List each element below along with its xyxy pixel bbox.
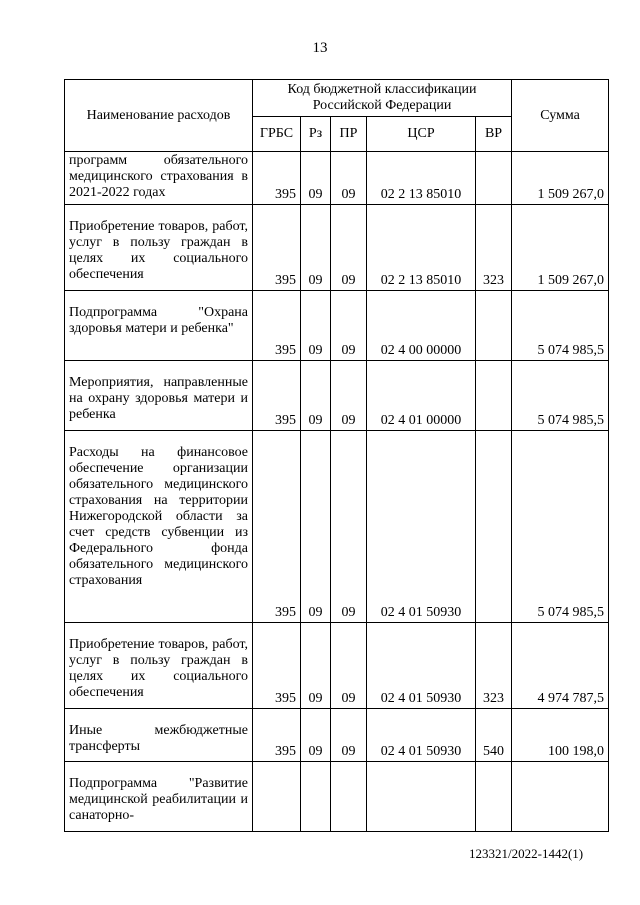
row-sum: 1 509 267,0 bbox=[512, 205, 609, 291]
row-name: Подпрограмма "Развитие медицинской реабилитации и санаторно- bbox=[65, 762, 253, 832]
row-sum: 5 074 985,5 bbox=[512, 361, 609, 431]
row-csr: 02 4 00 00000 bbox=[367, 291, 476, 361]
row-vr bbox=[476, 762, 512, 832]
row-grbs: 395 bbox=[253, 709, 301, 762]
row-sum: 1 509 267,0 bbox=[512, 152, 609, 205]
budget-table bbox=[64, 79, 609, 832]
table-row bbox=[65, 361, 609, 431]
row-name: Иные межбюджетные трансферты bbox=[65, 709, 253, 762]
row-name: Мероприятия, направленные на охрану здоровья матери и ребенка bbox=[65, 361, 253, 431]
row-pr: 09 bbox=[331, 709, 367, 762]
row-grbs: 395 bbox=[253, 623, 301, 709]
column-header-vr: ВР bbox=[476, 117, 512, 152]
column-header-pr: ПР bbox=[331, 117, 367, 152]
row-pr: 09 bbox=[331, 431, 367, 623]
row-grbs: 395 bbox=[253, 431, 301, 623]
table-row bbox=[65, 762, 609, 832]
row-rz: 09 bbox=[301, 152, 331, 205]
table-row bbox=[65, 152, 609, 205]
row-pr: 09 bbox=[331, 291, 367, 361]
row-sum: 5 074 985,5 bbox=[512, 431, 609, 623]
row-grbs: 395 bbox=[253, 205, 301, 291]
document-code: 123321/2022-1442(1) bbox=[469, 846, 584, 861]
row-rz: 09 bbox=[301, 361, 331, 431]
row-csr bbox=[367, 762, 476, 832]
row-grbs: 395 bbox=[253, 361, 301, 431]
row-pr: 09 bbox=[331, 623, 367, 709]
row-name: программ обязательного медицинского страхования в 2021-2022 годах bbox=[65, 152, 253, 205]
row-csr: 02 2 13 85010 bbox=[367, 205, 476, 291]
row-csr: 02 4 01 50930 bbox=[367, 623, 476, 709]
column-header-rz: Рз bbox=[301, 117, 331, 152]
table-row bbox=[65, 291, 609, 361]
row-vr: 323 bbox=[476, 623, 512, 709]
row-pr: 09 bbox=[331, 205, 367, 291]
row-rz: 09 bbox=[301, 431, 331, 623]
row-vr: 323 bbox=[476, 205, 512, 291]
row-csr: 02 4 01 50930 bbox=[367, 431, 476, 623]
table-row bbox=[65, 709, 609, 762]
row-csr: 02 4 01 50930 bbox=[367, 709, 476, 762]
column-header-csr: ЦСР bbox=[367, 117, 476, 152]
row-sum: 100 198,0 bbox=[512, 709, 609, 762]
column-header-sum: Сумма bbox=[512, 80, 609, 152]
row-vr bbox=[476, 152, 512, 205]
row-sum: 5 074 985,5 bbox=[512, 291, 609, 361]
row-pr bbox=[331, 762, 367, 832]
row-rz: 09 bbox=[301, 623, 331, 709]
row-pr: 09 bbox=[331, 361, 367, 431]
row-vr bbox=[476, 431, 512, 623]
row-grbs bbox=[253, 762, 301, 832]
row-csr: 02 4 01 00000 bbox=[367, 361, 476, 431]
row-name: Подпрограмма "Охрана здоровья матери и ребенка" bbox=[65, 291, 253, 361]
row-rz: 09 bbox=[301, 709, 331, 762]
row-vr bbox=[476, 291, 512, 361]
row-name: Расходы на финансовое обеспечение организации обязательного медицинского страхования на территории Нижегородской области за счет средств субвенции из Федерального фонда обязательного медицинского страхования bbox=[65, 431, 253, 623]
row-vr: 540 bbox=[476, 709, 512, 762]
table-row bbox=[65, 205, 609, 291]
row-rz bbox=[301, 762, 331, 832]
page-number: 13 bbox=[312, 40, 328, 56]
row-name: Приобретение товаров, работ, услуг в пользу граждан в целях их социального обеспечения bbox=[65, 623, 253, 709]
column-header-grbs: ГРБС bbox=[253, 117, 301, 152]
row-vr bbox=[476, 361, 512, 431]
row-csr: 02 2 13 85010 bbox=[367, 152, 476, 205]
table-row bbox=[65, 623, 609, 709]
row-name: Приобретение товаров, работ, услуг в пользу граждан в целях их социального обеспечения bbox=[65, 205, 253, 291]
row-rz: 09 bbox=[301, 205, 331, 291]
row-sum: 4 974 787,5 bbox=[512, 623, 609, 709]
row-grbs: 395 bbox=[253, 152, 301, 205]
column-header-name: Наименование расходов bbox=[65, 80, 253, 152]
row-grbs: 395 bbox=[253, 291, 301, 361]
row-pr: 09 bbox=[331, 152, 367, 205]
table-row bbox=[65, 431, 609, 623]
row-rz: 09 bbox=[301, 291, 331, 361]
row-sum bbox=[512, 762, 609, 832]
column-header-kbk: Код бюджетной классификации Российской Федерации bbox=[253, 80, 512, 117]
